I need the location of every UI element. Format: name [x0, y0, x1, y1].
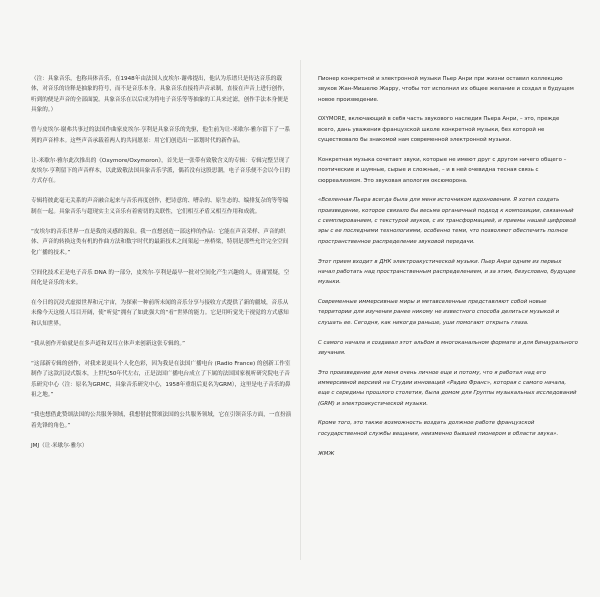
right-quote-paragraph-6: Кроме того, это также возможность воздать должное работе французской государственной службы вещания, неизменно бывшей пионером в области звука». — [318, 420, 559, 437]
chinese-column — [31, 74, 293, 461]
right-signature: ЖМЖ — [318, 450, 335, 457]
column-divider — [300, 60, 301, 560]
right-quote-paragraph-4: С самого начала я создавал этот альбом в многоканальном формате и для бинаурального звучания. — [318, 339, 578, 356]
right-quote-paragraph-3: Современные иммерсивные миры и метавселенные представляют собой новые территории для изучения ранее никому не известного способа делиться музыкой и слушать ее. Сегодня, как никогда раньше, уши помогают открыть глаза. — [318, 299, 560, 326]
right-quote-paragraph-1: «Вселенная Пьера всегда была для меня источником вдохновения. Я хотел создать произведение, которое связало бы весьма органичный подход к композиции, связанный с семплированием, с текстурой звуков, с их трансформацией, и приемы нашей цифровой эры с ее последними технологиями, особенно теми, что позволяют обеспечить полное пространственное распределение звуковой передачи. — [318, 197, 576, 245]
left-paragraph-5: “皮埃尔的音乐世界一直是我的灵感的源泉。我一直想创造一部这样的作品：它能在声音采样、声音的织体、声音的转换这类有机的作曲方法和数字时代的最新技术之间架起一座桥梁，特别是那些允许完全空间化广播的技术。” — [31, 228, 289, 256]
left-signature: JMJ（让·米歇尔·雅尔） — [31, 442, 88, 449]
right-quote-paragraph-5: Это произведение для меня очень личное еще и потому, что я работал над его иммерсивной версией на Студии инноваций «Радио Франс», которая с самого начала, еще с середины прошлого столетия, была домом для Группы музыкальных исследований (GRM) и электроакустической музыки. — [318, 369, 577, 407]
left-paragraph-9: “这部新专辑的创作，对我来说更具个人化色彩，因为我是在法国广播电台 (Radio France) 的创新工作室制作了这款沉浸式版本，上世纪50年代左右，正是法国广播电台成立了下属的法国国家视听研究院电子音乐研究中心（注：原名为GRMC，具象音乐研究中心，1958年重组后更名为GRM），这里是电子音乐的鼻祖之地。” — [31, 360, 291, 399]
left-paragraph-4: 专辑将彼此毫无关系的声音融合起来与音乐再度创作，把诗意的、嘈杂的、原生态的、编排复杂的等等编制在一起。具象音乐与超现实主义音乐有着密切的关联性，它们相互矛盾又相互作用和成就。 — [31, 198, 289, 215]
left-paragraph-6: 空间化技术正是电子音乐 DNA 的一部分，皮埃尔·亨利是最早一批对空间化产生兴趣的人，毋庸置疑，空间化是音乐的未来。 — [31, 269, 290, 287]
right-quote-paragraph-2: Этот прием входит в ДНК электроакустической музыки. Пьер Анри одним из первых начал работать над пространственным распределением, и за этим, безусловно, будущее музыки. — [318, 258, 576, 286]
left-paragraph-3: 让-米歇尔·雅尔此次推出的《Oxymore/Oxymoron》，首先是一张带有致敬含义的专辑：专辑完整呈现了皮埃尔·亨利留下的声音样本，以此致敬法国具象音乐学派，偶若没有这股思潮，电子音乐便不会以今日的方式存在。 — [31, 157, 291, 185]
left-paragraph-10: “我也想借此赞颂法国的公共服务领域，我想借此赞颂法国的公共服务领域，它在引领音乐方面，一直扮演着先锋的角色。” — [31, 412, 292, 429]
left-paragraph-2: 曾与皮埃尔·谢弗共事过的法国作曲家皮埃尔·亨利是具象音乐的先驱，他生前为让-米歇尔·雅尔留下了一系列的声音样本。这些声音承载着两人的共同愿景：用它们创造出一部划时代的新作品。 — [31, 127, 291, 144]
right-paragraph-1: Пионер конкретной и электронной музыки Пьер Анри при жизни оставил коллекцию звуков Жан-Мишелю Жарру, чтобы тот исполнил их общее желание и создал в будущем новое произведение. — [318, 76, 574, 103]
russian-column — [318, 74, 578, 469]
left-paragraph-8: “我从创作开始就是在多声道和双耳立体声来创新这张专辑的。” — [31, 340, 186, 347]
left-paragraph-7: 在今日的沉浸式虚拟世界和元宇宙，为探索一种前所未闻的音乐分享与接收方式提供了新的疆域，音乐从未像今天这般人耳目开阔，使“听觉”拥有了如此强大的“看”世界的能力。它是用听觉先于视觉的方式感知和认知世界。 — [31, 300, 289, 327]
right-paragraph-2: OXYMORE, включающий в себя часть звукового наследия Пьера Анри, – это, прежде всего, дань уважения французской школе конкретной музыки, без которой не существовало бы знакомой нам современной электронной музыки. — [318, 116, 560, 144]
right-paragraph-3: Конкретная музыка сочетает звуки, которые не имеют друг с другом ничего общего – поэтические и шумные, сырые и сложные, – и в ней очевидна тесная связь с сюрреализмом. Это звуковая апология оксюморона. — [318, 156, 567, 184]
left-paragraph-1: （注：具象音乐，也称具体音乐，在1948年由法国人皮埃尔·谢弗提出，他认为乐谱只是传达音乐的载体，对音乐的诠释是抽象的符号，而不是音乐本身。具象音乐直接将声音录制，直接在声音上进行创作，听到的便是声音的全部面貌。具象音乐在以后成为将电子音乐等等抽象的工具来过滤，创作手法本身便是具象的。） — [31, 76, 289, 114]
